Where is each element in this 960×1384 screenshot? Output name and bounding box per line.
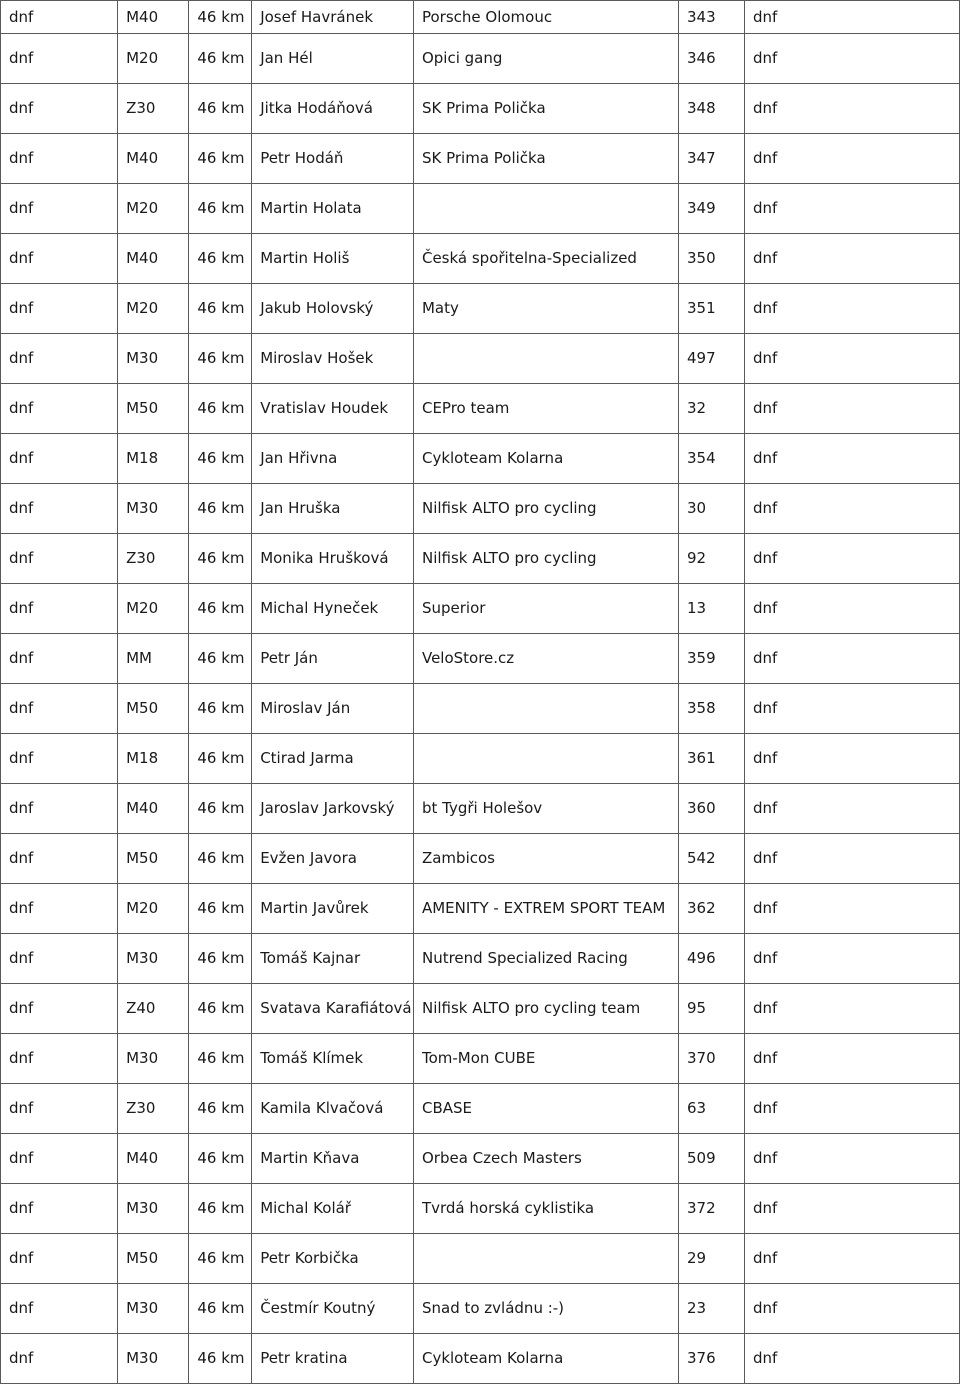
table-row [1,834,960,884]
distance-cell: 46 km [189,584,252,634]
status-cell: dnf [1,284,118,334]
rider-name-cell: Martin Holiš [252,234,414,284]
table-row [1,884,960,934]
table-row [1,1184,960,1234]
team-cell: VeloStore.cz [413,634,678,684]
result-cell: dnf [744,1084,959,1134]
status-cell: dnf [1,1134,118,1184]
team-cell: Opici gang [413,34,678,84]
result-cell: dnf [744,34,959,84]
result-cell: dnf [744,1134,959,1184]
start-number-cell: 343 [678,1,744,34]
status-cell: dnf [1,984,118,1034]
category-cell: M30 [118,1284,189,1334]
table-row [1,684,960,734]
rider-name-cell: Tomáš Kajnar [252,934,414,984]
team-cell: Nilfisk ALTO pro cycling [413,534,678,584]
status-cell: dnf [1,134,118,184]
result-cell: dnf [744,184,959,234]
result-cell: dnf [744,1234,959,1284]
distance-cell: 46 km [189,1234,252,1284]
table-row [1,284,960,334]
status-cell: dnf [1,1,118,34]
team-cell: Orbea Czech Masters [413,1134,678,1184]
start-number-cell: 350 [678,234,744,284]
start-number-cell: 362 [678,884,744,934]
category-cell: M30 [118,1184,189,1234]
start-number-cell: 349 [678,184,744,234]
table-row [1,1284,960,1334]
start-number-cell: 354 [678,434,744,484]
status-cell: dnf [1,684,118,734]
table-row [1,1234,960,1284]
category-cell: M50 [118,1234,189,1284]
status-cell: dnf [1,384,118,434]
status-cell: dnf [1,634,118,684]
result-cell: dnf [744,534,959,584]
status-cell: dnf [1,1334,118,1384]
status-cell: dnf [1,334,118,384]
rider-name-cell: Petr Korbička [252,1234,414,1284]
rider-name-cell: Jaroslav Jarkovský [252,784,414,834]
table-row [1,134,960,184]
results-body [1,1,960,1384]
rider-name-cell: Martin Holata [252,184,414,234]
table-row [1,1134,960,1184]
distance-cell: 46 km [189,984,252,1034]
result-cell: dnf [744,84,959,134]
result-cell: dnf [744,134,959,184]
distance-cell: 46 km [189,234,252,284]
table-row [1,434,960,484]
start-number-cell: 95 [678,984,744,1034]
result-cell: dnf [744,234,959,284]
team-cell: Nilfisk ALTO pro cycling [413,484,678,534]
start-number-cell: 13 [678,584,744,634]
rider-name-cell: Martin Kňava [252,1134,414,1184]
start-number-cell: 351 [678,284,744,334]
distance-cell: 46 km [189,634,252,684]
rider-name-cell: Čestmír Koutný [252,1284,414,1334]
start-number-cell: 542 [678,834,744,884]
start-number-cell: 359 [678,634,744,684]
distance-cell: 46 km [189,484,252,534]
status-cell: dnf [1,834,118,884]
category-cell: M50 [118,834,189,884]
start-number-cell: 496 [678,934,744,984]
result-cell: dnf [744,884,959,934]
table-row [1,334,960,384]
category-cell: M20 [118,584,189,634]
distance-cell: 46 km [189,34,252,84]
category-cell: Z40 [118,984,189,1034]
team-cell: Česká spořitelna-Specialized [413,234,678,284]
category-cell: Z30 [118,1084,189,1134]
rider-name-cell: Petr kratina [252,1334,414,1384]
category-cell: MM [118,634,189,684]
distance-cell: 46 km [189,384,252,434]
distance-cell: 46 km [189,784,252,834]
table-row [1,784,960,834]
team-cell [413,1234,678,1284]
start-number-cell: 63 [678,1084,744,1134]
category-cell: M40 [118,784,189,834]
rider-name-cell: Miroslav Ján [252,684,414,734]
distance-cell: 46 km [189,1034,252,1084]
distance-cell: 46 km [189,734,252,784]
rider-name-cell: Evžen Javora [252,834,414,884]
rider-name-cell: Miroslav Hošek [252,334,414,384]
table-row [1,934,960,984]
start-number-cell: 347 [678,134,744,184]
rider-name-cell: Michal Hyneček [252,584,414,634]
result-cell: dnf [744,1,959,34]
table-row [1,384,960,434]
start-number-cell: 497 [678,334,744,384]
category-cell: M30 [118,484,189,534]
team-cell: CEPro team [413,384,678,434]
result-cell: dnf [744,1184,959,1234]
team-cell: bt Tygři Holešov [413,784,678,834]
distance-cell: 46 km [189,1,252,34]
distance-cell: 46 km [189,1334,252,1384]
distance-cell: 46 km [189,134,252,184]
status-cell: dnf [1,1234,118,1284]
result-cell: dnf [744,334,959,384]
status-cell: dnf [1,1184,118,1234]
rider-name-cell: Jakub Holovský [252,284,414,334]
result-cell: dnf [744,934,959,984]
distance-cell: 46 km [189,934,252,984]
start-number-cell: 92 [678,534,744,584]
status-cell: dnf [1,1034,118,1084]
category-cell: M30 [118,934,189,984]
start-number-cell: 370 [678,1034,744,1084]
team-cell [413,684,678,734]
team-cell [413,734,678,784]
team-cell: Nutrend Specialized Racing [413,934,678,984]
rider-name-cell: Petr Hodáň [252,134,414,184]
rider-name-cell: Svatava Karafiátová [252,984,414,1034]
table-row [1,1084,960,1134]
category-cell: M20 [118,884,189,934]
distance-cell: 46 km [189,884,252,934]
start-number-cell: 30 [678,484,744,534]
team-cell: Nilfisk ALTO pro cycling team [413,984,678,1034]
category-cell: M20 [118,34,189,84]
status-cell: dnf [1,734,118,784]
distance-cell: 46 km [189,1084,252,1134]
start-number-cell: 358 [678,684,744,734]
distance-cell: 46 km [189,284,252,334]
status-cell: dnf [1,184,118,234]
result-cell: dnf [744,834,959,884]
team-cell: Snad to zvládnu :-) [413,1284,678,1334]
distance-cell: 46 km [189,334,252,384]
start-number-cell: 361 [678,734,744,784]
category-cell: Z30 [118,534,189,584]
category-cell: M20 [118,184,189,234]
table-row [1,584,960,634]
result-cell: dnf [744,784,959,834]
rider-name-cell: Jitka Hodáňová [252,84,414,134]
rider-name-cell: Tomáš Klímek [252,1034,414,1084]
rider-name-cell: Josef Havránek [252,1,414,34]
result-cell: dnf [744,684,959,734]
distance-cell: 46 km [189,834,252,884]
result-cell: dnf [744,984,959,1034]
status-cell: dnf [1,84,118,134]
category-cell: M30 [118,1034,189,1084]
rider-name-cell: Jan Hruška [252,484,414,534]
category-cell: M40 [118,1,189,34]
result-cell: dnf [744,584,959,634]
status-cell: dnf [1,884,118,934]
result-cell: dnf [744,284,959,334]
distance-cell: 46 km [189,534,252,584]
status-cell: dnf [1,934,118,984]
rider-name-cell: Ctirad Jarma [252,734,414,784]
category-cell: M30 [118,334,189,384]
distance-cell: 46 km [189,1184,252,1234]
table-row [1,984,960,1034]
table-row [1,1034,960,1084]
distance-cell: 46 km [189,184,252,234]
rider-name-cell: Michal Kolář [252,1184,414,1234]
table-row [1,734,960,784]
table-row [1,234,960,284]
result-cell: dnf [744,484,959,534]
start-number-cell: 348 [678,84,744,134]
team-cell [413,334,678,384]
start-number-cell: 346 [678,34,744,84]
table-row [1,1334,960,1384]
distance-cell: 46 km [189,1284,252,1334]
table-row [1,484,960,534]
result-cell: dnf [744,734,959,784]
team-cell: SK Prima Polička [413,134,678,184]
result-cell: dnf [744,634,959,684]
team-cell: Tvrdá horská cyklistika [413,1184,678,1234]
team-cell: Maty [413,284,678,334]
category-cell: M18 [118,734,189,784]
status-cell: dnf [1,234,118,284]
start-number-cell: 372 [678,1184,744,1234]
start-number-cell: 360 [678,784,744,834]
status-cell: dnf [1,484,118,534]
team-cell: Cykloteam Kolarna [413,1334,678,1384]
category-cell: M18 [118,434,189,484]
table-row [1,1,960,34]
start-number-cell: 376 [678,1334,744,1384]
result-cell: dnf [744,1334,959,1384]
status-cell: dnf [1,584,118,634]
rider-name-cell: Vratislav Houdek [252,384,414,434]
table-row [1,184,960,234]
team-cell: Cykloteam Kolarna [413,434,678,484]
start-number-cell: 23 [678,1284,744,1334]
result-cell: dnf [744,434,959,484]
distance-cell: 46 km [189,84,252,134]
rider-name-cell: Petr Ján [252,634,414,684]
distance-cell: 46 km [189,684,252,734]
table-row [1,84,960,134]
team-cell: AMENITY - EXTREM SPORT TEAM [413,884,678,934]
table-row [1,34,960,84]
start-number-cell: 509 [678,1134,744,1184]
result-cell: dnf [744,384,959,434]
status-cell: dnf [1,784,118,834]
category-cell: M20 [118,284,189,334]
result-cell: dnf [744,1284,959,1334]
distance-cell: 46 km [189,1134,252,1184]
team-cell: Porsche Olomouc [413,1,678,34]
result-cell: dnf [744,1034,959,1084]
team-cell: Superior [413,584,678,634]
rider-name-cell: Jan Hřivna [252,434,414,484]
table-row [1,534,960,584]
status-cell: dnf [1,1084,118,1134]
team-cell [413,184,678,234]
team-cell: SK Prima Polička [413,84,678,134]
category-cell: M40 [118,234,189,284]
category-cell: M40 [118,1134,189,1184]
team-cell: CBASE [413,1084,678,1134]
category-cell: M40 [118,134,189,184]
category-cell: M50 [118,684,189,734]
category-cell: M50 [118,384,189,434]
start-number-cell: 29 [678,1234,744,1284]
distance-cell: 46 km [189,434,252,484]
team-cell: Zambicos [413,834,678,884]
team-cell: Tom-Mon CUBE [413,1034,678,1084]
status-cell: dnf [1,534,118,584]
start-number-cell: 32 [678,384,744,434]
table-row [1,634,960,684]
status-cell: dnf [1,34,118,84]
status-cell: dnf [1,434,118,484]
status-cell: dnf [1,1284,118,1334]
rider-name-cell: Kamila Klvačová [252,1084,414,1134]
rider-name-cell: Martin Javůrek [252,884,414,934]
rider-name-cell: Jan Hél [252,34,414,84]
category-cell: Z30 [118,84,189,134]
rider-name-cell: Monika Hrušková [252,534,414,584]
category-cell: M30 [118,1334,189,1384]
